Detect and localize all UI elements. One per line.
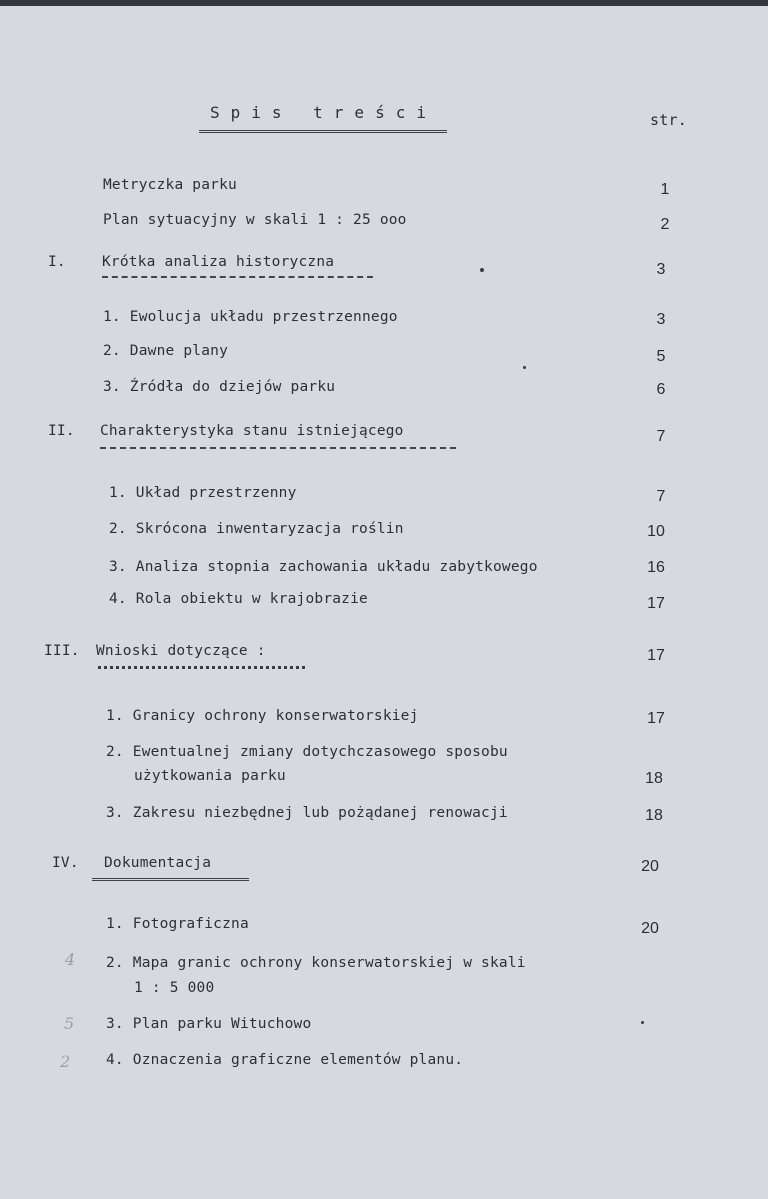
section-numeral: IV.	[52, 855, 79, 871]
item-page: 16	[647, 559, 665, 576]
handwritten-margin-number: 5	[64, 1014, 75, 1033]
section-item: 3. Źródła do dziejów parku	[103, 379, 336, 395]
page-title: Spis treści	[210, 103, 437, 122]
section-page: 20	[641, 858, 659, 875]
item-page: 3	[656, 311, 666, 328]
section-item: 3. Plan parku Wituchowo	[106, 1016, 312, 1032]
section-item: 1. Granicy ochrony konserwatorskiej	[106, 708, 419, 724]
entry-page: 2	[660, 216, 670, 233]
section-item: 1. Układ przestrzenny	[109, 485, 297, 501]
item-page: 6	[656, 381, 666, 398]
entry-metryczka: Metryczka parku	[103, 177, 237, 193]
section-numeral: I.	[48, 254, 66, 270]
item-page: 7	[656, 488, 666, 505]
section-page: 7	[656, 428, 666, 445]
section-underline	[102, 276, 373, 278]
section-item-continuation: 1 : 5 000	[134, 980, 215, 996]
section-item: 2. Dawne plany	[103, 343, 229, 359]
entry-plan-sytuacyjny: Plan sytuacyjny w skali 1 : 25 ooo	[103, 212, 407, 228]
section-underline	[98, 666, 305, 669]
handwritten-margin-number: 4	[65, 950, 76, 969]
item-page: 18	[645, 807, 663, 824]
section-title: Charakterystyka stanu istniejącego	[100, 423, 404, 439]
section-title: Krótka analiza historyczna	[102, 254, 335, 270]
page-column-label: str.	[650, 111, 687, 129]
ink-speck	[480, 268, 484, 272]
section-item: 3. Zakresu niezbędnej lub pożądanej renowacji	[106, 805, 508, 821]
section-item: 1. Fotograficzna	[106, 916, 249, 932]
item-page: 17	[647, 710, 665, 727]
section-item-continuation: użytkowania parku	[134, 768, 286, 784]
section-underline	[100, 447, 456, 449]
section-item: 2. Mapa granic ochrony konserwatorskiej w skali	[106, 955, 526, 971]
title-underline	[199, 130, 447, 133]
section-item: 4. Oznaczenia graficzne elementów planu.	[106, 1052, 464, 1068]
section-underline	[92, 878, 249, 881]
section-item: 4. Rola obiektu w krajobrazie	[109, 591, 368, 607]
section-page: 17	[647, 647, 665, 664]
section-numeral: III.	[44, 643, 80, 659]
section-item: 2. Ewentualnej zmiany dotychczasowego sposobu	[106, 744, 508, 760]
section-item: 2. Skrócona inwentaryzacja roślin	[109, 521, 404, 537]
section-numeral: II.	[48, 423, 75, 439]
handwritten-margin-number: 2	[60, 1052, 71, 1071]
item-page: 17	[647, 595, 665, 612]
item-page: 10	[647, 523, 665, 540]
section-title: Dokumentacja	[104, 855, 212, 871]
item-page: 20	[641, 920, 659, 937]
entry-page: 1	[660, 181, 670, 198]
section-item: 1. Ewolucja układu przestrzennego	[103, 309, 398, 325]
ink-speck	[641, 1021, 644, 1024]
item-page: 18	[645, 770, 663, 787]
section-title: Wnioski dotyczące :	[96, 643, 266, 659]
item-page: 5	[656, 348, 666, 365]
section-page: 3	[656, 261, 666, 278]
section-item: 3. Analiza stopnia zachowania układu zabytkowego	[109, 559, 538, 575]
ink-speck	[523, 366, 526, 369]
